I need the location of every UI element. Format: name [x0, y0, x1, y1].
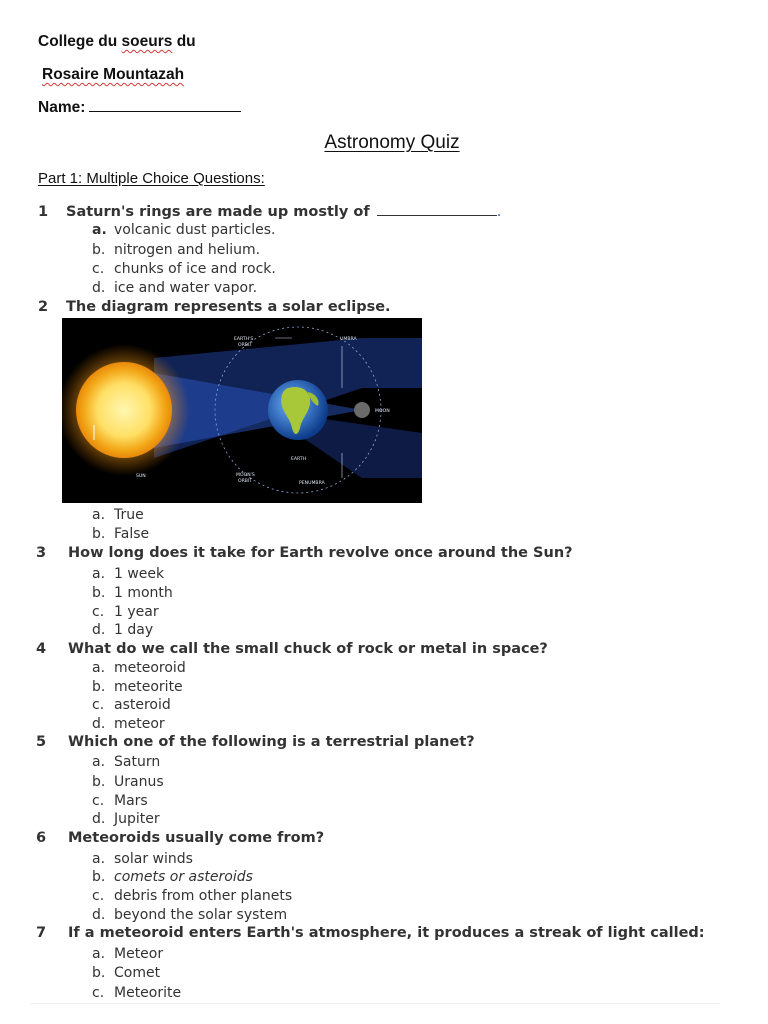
option-letter: c.: [92, 604, 105, 620]
question-4: [36, 641, 548, 657]
school-name-line-1: [38, 33, 196, 51]
option-text: 1 month: [114, 585, 173, 601]
option-letter: c.: [92, 793, 105, 809]
question-number: 3: [36, 545, 47, 561]
school-name-line-2: [42, 66, 184, 84]
question-5: [36, 734, 475, 750]
question-number: 5: [36, 734, 47, 750]
option-letter: b.: [92, 526, 106, 542]
option-text: nitrogen and helium.: [114, 242, 261, 258]
question-text: Which one of the following is a terrestrial planet?: [68, 734, 475, 750]
option-text: chunks of ice and rock.: [114, 261, 276, 277]
option-text: debris from other planets: [114, 888, 293, 904]
option-letter: d.: [92, 907, 106, 923]
option-letter: a.: [92, 566, 106, 582]
school-name-misspelled-word: soeurs: [121, 33, 173, 50]
option-text: Jupiter: [114, 811, 160, 827]
option-2a: [92, 507, 144, 523]
option-text: solar winds: [114, 851, 193, 867]
option-text: Meteorite: [114, 985, 182, 1001]
option-2b: [92, 526, 149, 542]
option-letter: b.: [92, 774, 106, 790]
option-6a: [92, 851, 193, 867]
option-letter: a.: [92, 507, 106, 523]
option-text: meteoroid: [114, 660, 186, 676]
option-letter: d.: [92, 811, 106, 827]
option-letter: b.: [92, 869, 106, 885]
option-text: beyond the solar system: [114, 907, 288, 923]
student-name-field: [38, 99, 241, 117]
option-letter: c.: [92, 261, 105, 277]
label-earth: EARTH: [291, 457, 307, 462]
option-5b: [92, 774, 164, 790]
option-letter: b.: [92, 965, 106, 981]
option-1c: [92, 261, 276, 277]
question-7: [36, 925, 705, 941]
question-text: How long does it take for Earth revolve once around the Sun?: [68, 545, 573, 561]
question-3: [36, 545, 573, 561]
option-5c: [92, 793, 148, 809]
option-letter: d.: [92, 280, 106, 296]
option-6d: [92, 907, 287, 923]
question-number: 4: [36, 641, 47, 657]
solar-eclipse-diagram: [62, 318, 422, 503]
option-text: ice and water vapor.: [114, 280, 258, 296]
school-location: Rosaire Mountazah: [42, 66, 185, 83]
label-earths-orbit: ORBIT: [238, 343, 253, 348]
option-7c: [92, 985, 181, 1001]
option-text: Uranus: [114, 774, 164, 790]
option-1d: [92, 280, 257, 296]
option-3d: [92, 622, 153, 638]
name-blank-line: [89, 99, 241, 112]
option-4c: [92, 697, 171, 713]
option-3a: [92, 566, 164, 582]
option-text: 1 day: [114, 622, 154, 638]
option-letter: c.: [92, 888, 105, 904]
option-text: Meteor: [114, 946, 164, 962]
option-letter: c.: [92, 985, 105, 1001]
question-text: Meteoroids usually come from?: [68, 830, 325, 846]
question-number: 6: [36, 830, 47, 846]
name-label: Name:: [38, 99, 86, 116]
option-3b: [92, 585, 173, 601]
option-4a: [92, 660, 186, 676]
label-earths-orbit: EARTH'S: [234, 337, 254, 342]
question-number: 1: [38, 204, 49, 220]
question-text: The diagram represents a solar eclipse.: [66, 299, 391, 315]
option-5a: [92, 754, 160, 770]
option-1b: [92, 242, 260, 258]
option-letter: a.: [92, 851, 106, 867]
option-letter: a.: [92, 660, 106, 676]
option-text: 1 week: [114, 566, 165, 582]
option-3c: [92, 604, 159, 620]
option-letter: b.: [92, 242, 106, 258]
section-heading: Part 1: Multiple Choice Questions:: [38, 170, 265, 187]
option-4b: [92, 679, 183, 695]
label-sun: SUN: [136, 474, 146, 479]
question-end-punctuation: .: [496, 204, 502, 220]
option-text: volcanic dust particles.: [114, 222, 276, 238]
label-moon: MOON: [375, 409, 390, 414]
option-text: meteor: [114, 716, 165, 732]
school-name-part: du: [172, 33, 196, 50]
question-text: What do we call the small chuck of rock or metal in space?: [68, 641, 548, 657]
option-text: False: [114, 526, 150, 542]
option-letter: d.: [92, 716, 106, 732]
label-moons-orbit: ORBIT: [238, 479, 253, 484]
option-letter: b.: [92, 679, 106, 695]
option-letter: c.: [92, 697, 105, 713]
option-1a: [92, 222, 275, 238]
option-6c: [92, 888, 292, 904]
option-text: 1 year: [114, 604, 159, 620]
option-5d: [92, 811, 160, 827]
option-text: asteroid: [114, 697, 171, 713]
page-title: Astronomy Quiz: [324, 132, 460, 153]
school-name-part: College du: [38, 33, 122, 50]
moon: [354, 402, 370, 418]
label-umbra: UMBRA: [340, 337, 357, 342]
option-text: Saturn: [114, 754, 161, 770]
question-6: [36, 830, 324, 846]
question-1: [38, 203, 501, 220]
option-4d: [92, 716, 165, 732]
option-7a: [92, 946, 163, 962]
question-text: If a meteoroid enters Earth's atmosphere, it produces a streak of light called:: [68, 925, 705, 941]
option-text: meteorite: [114, 679, 183, 695]
answer-blank: [377, 203, 497, 216]
option-text: Comet: [114, 965, 161, 981]
option-text: True: [114, 507, 144, 523]
question-text: Saturn's rings are made up mostly of: [66, 204, 370, 220]
label-moons-orbit: MOON'S: [236, 473, 255, 478]
option-letter: a.: [92, 222, 107, 238]
option-6b: [92, 869, 253, 885]
option-letter: a.: [92, 754, 106, 770]
page-bottom-edge: [30, 1003, 720, 1004]
question-number: 2: [38, 299, 49, 315]
option-text: Mars: [114, 793, 148, 809]
question-2: [38, 299, 391, 315]
sun: [76, 362, 172, 458]
option-text: comets or asteroids: [114, 869, 253, 885]
option-7b: [92, 965, 160, 981]
question-number: 7: [36, 925, 47, 941]
option-letter: a.: [92, 946, 106, 962]
option-letter: b.: [92, 585, 106, 601]
label-penumbra: PENUMBRA: [299, 481, 325, 486]
option-letter: d.: [92, 622, 106, 638]
